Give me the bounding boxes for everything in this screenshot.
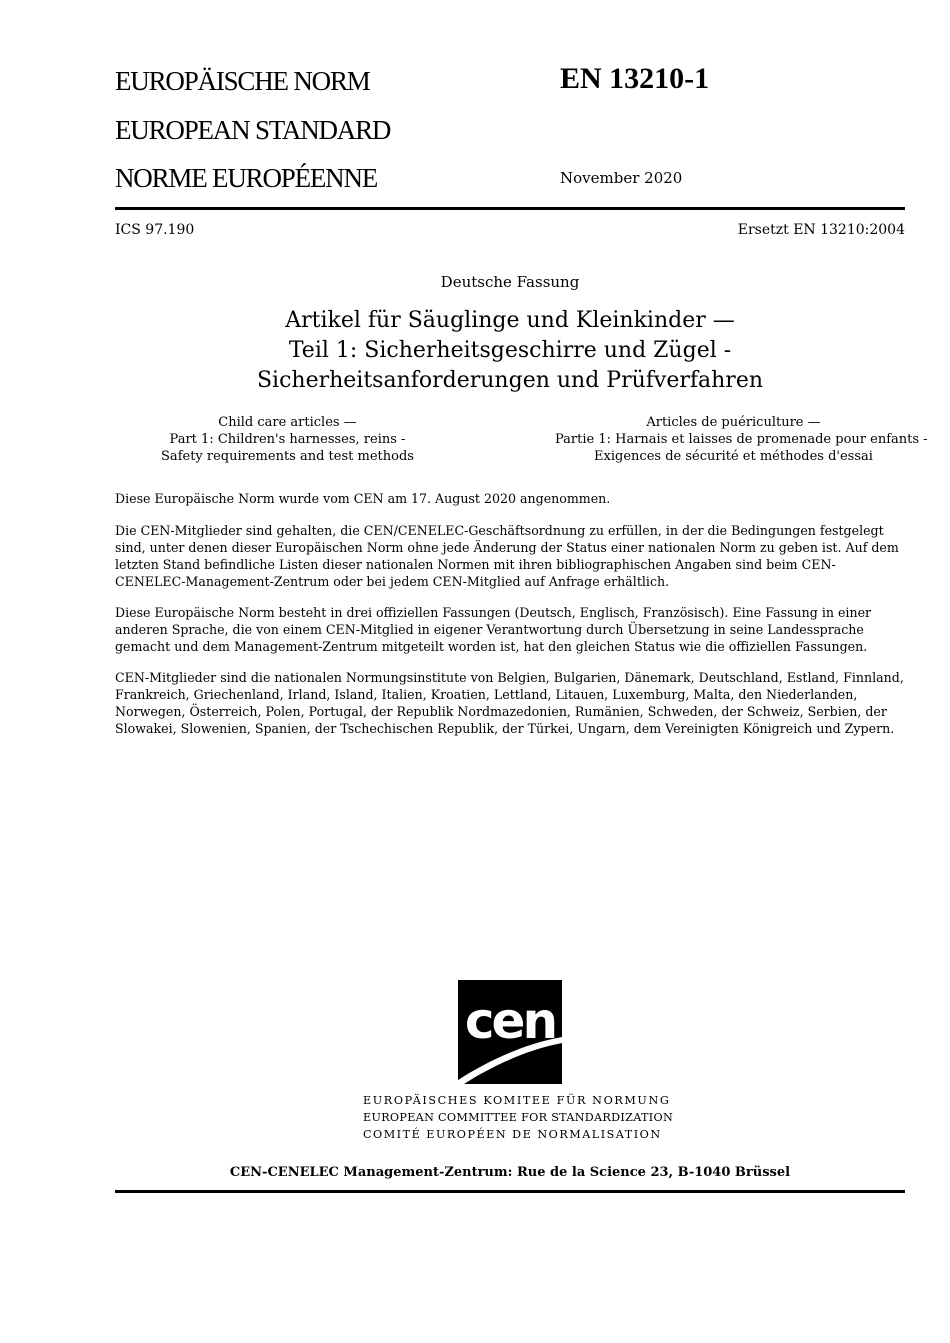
english-title	[115, 414, 460, 465]
standard-number: EN 13210-1	[560, 62, 710, 95]
committee-name-en: EUROPEAN COMMITTEE FOR STANDARDIZATION	[363, 1111, 674, 1124]
document-title	[115, 306, 905, 396]
version-label: Deutsche Fassung	[440, 273, 580, 291]
header-rule	[115, 207, 905, 210]
ics-code: ICS 97.190	[115, 222, 195, 238]
title-line: Teil 1: Sicherheitsgeschirre und Zügel -	[288, 338, 732, 363]
english-title-line: Child care articles —	[218, 415, 357, 430]
management-centre-address: CEN-CENELEC Management-Zentrum: Rue de la Science 23, B-1040 Brüssel	[229, 1165, 791, 1180]
french-title-line: Partie 1: Harnais et laisses de promenade pour enfants -	[555, 432, 928, 447]
title-line: Artikel für Säuglinge und Kleinkinder —	[285, 308, 735, 333]
adoption-paragraph: Diese Europäische Norm wurde vom CEN am 17. August 2020 angenommen.	[115, 491, 611, 506]
publication-date: November 2020	[560, 169, 683, 187]
supersedes-note: Ersetzt EN 13210:2004	[737, 222, 905, 238]
committee-name-fr: COMITÉ EUROPÉEN DE NORMALISATION	[363, 1128, 662, 1141]
committee-name-de: EUROPÄISCHES KOMITEE FÜR NORMUNG	[363, 1094, 671, 1107]
french-title-line: Articles de puériculture —	[646, 415, 821, 430]
english-title-line: Part 1: Children's harnesses, reins -	[169, 432, 406, 447]
norm-title-fr: NORME EUROPÉENNE	[115, 163, 378, 193]
norm-title-en: EUROPEAN STANDARD	[115, 115, 391, 145]
cen-logo-icon	[458, 980, 562, 1084]
norm-title-de: EUROPÄISCHE NORM	[115, 66, 370, 96]
members-paragraph: CEN-Mitglieder sind die nationalen Normungsinstitute von Belgien, Bulgarien, Dänemark, Deutschland, Estland, Finnland, Frankreich, Griechenland, Irland, Island, Italien, Kroatien, Lettland, Litauen, Luxemburg, Malta, den Niederlanden, Norwegen, Österreich, Polen, Portugal, der Republik Nordmazedonien, Rumänien, Schweden, der Schweiz, Serbien, der Slowakei, Slowenien, Spanien, der Tschechischen Republik, der Türkei, Ungarn, dem Vereinigten Königreich und Zypern.	[115, 670, 904, 736]
english-title-line: Safety requirements and test methods	[161, 449, 414, 464]
footer-rule	[115, 1190, 905, 1193]
title-line: Sicherheitsanforderungen und Prüfverfahren	[256, 368, 764, 393]
french-title	[555, 414, 928, 465]
obligations-paragraph: Die CEN-Mitglieder sind gehalten, die CEN/CENELEC-Geschäftsordnung zu erfüllen, in der die Bedingungen festgelegt sind, unter denen dieser Europäischen Norm ohne jede Änderung der Status einer nationalen Norm zu geben ist. Auf dem letzten Stand befindliche Listen dieser nationalen Normen mit ihren bibliographischen Angaben sind beim CEN-CENELEC-Management-Zentrum oder bei jedem CEN-Mitglied auf Anfrage erhältlich.	[115, 523, 899, 589]
versions-paragraph: Diese Europäische Norm besteht in drei offiziellen Fassungen (Deutsch, Englisch, Französisch). Eine Fassung in einer anderen Sprache, die von einem CEN-Mitglied in eigener Verantwortung durch Übersetzung in seine Landessprache gemacht und dem Management-Zentrum mitgeteilt worden ist, hat den gleichen Status wie die offiziellen Fassungen.	[115, 605, 872, 654]
french-title-line: Exigences de sécurité et méthodes d'essai	[594, 449, 873, 464]
cen-logo-text: cen	[464, 992, 556, 1050]
